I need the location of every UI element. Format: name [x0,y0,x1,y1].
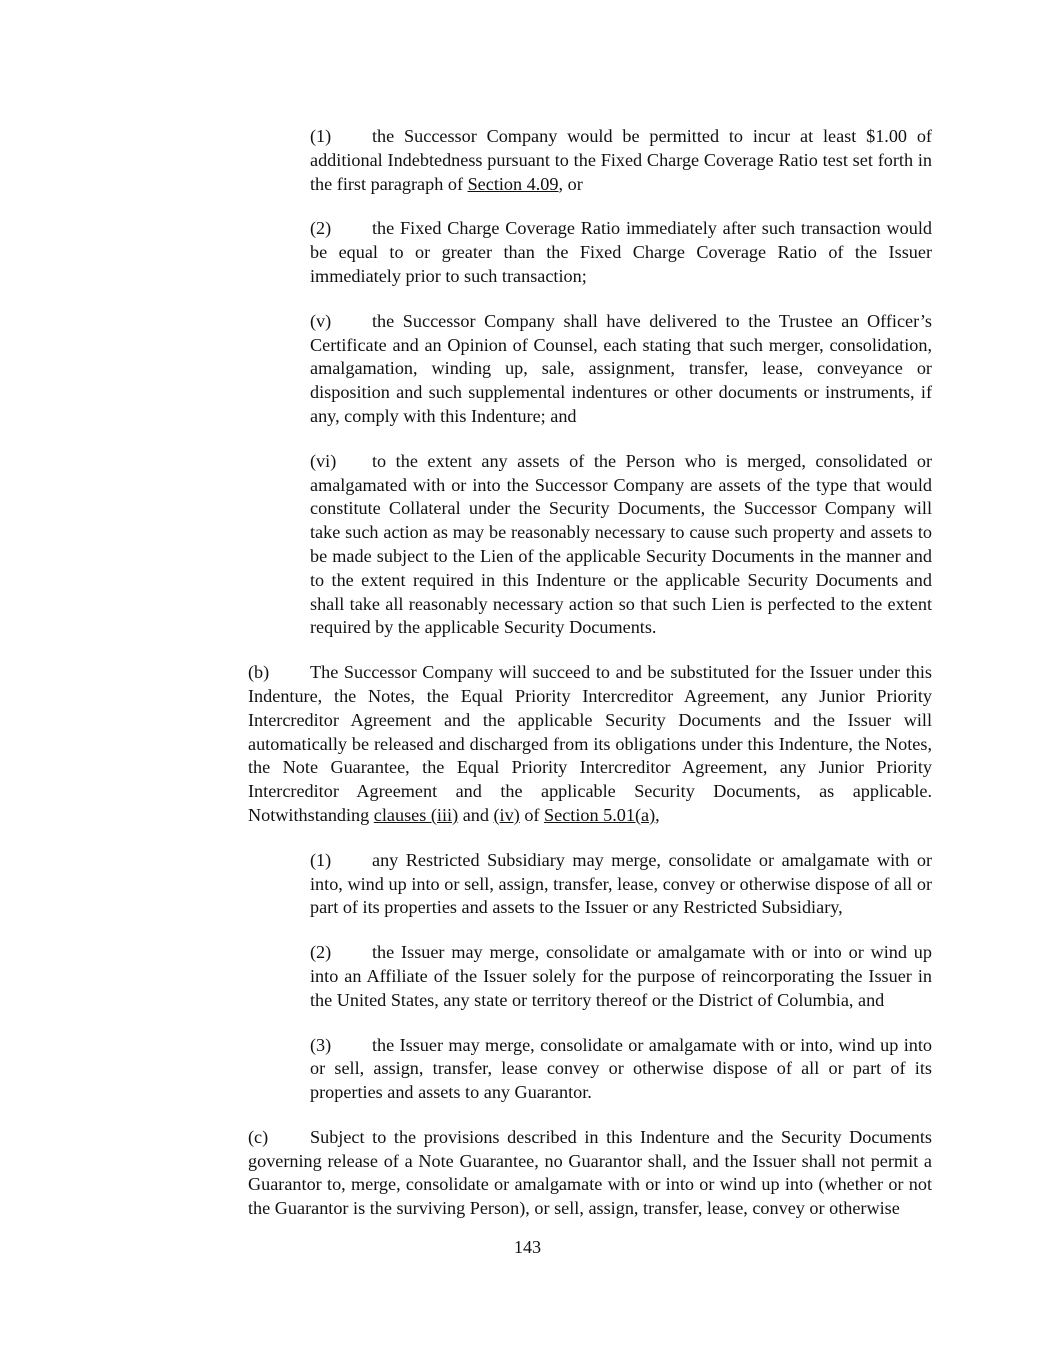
section-4-09-reference[interactable]: Section 4.09 [467,173,559,194]
clause-iv-reference[interactable]: (iv) [493,804,520,825]
paragraph-clause-b [124,661,932,828]
clause-number: (1) [310,126,332,146]
paragraph-clause-1 [124,125,932,196]
indented-block-vi [186,450,932,640]
clause-number: (vi) [310,450,337,471]
clause-text: the Successor Company would be permitted to incur at least $1.00 of additional Indebtedness pursuant to the Fixed Charge Coverage Ratio test set forth in the first paragraph of [310,126,932,194]
paragraph-clause-c [124,1126,932,1221]
clause-text-and: and [458,804,494,825]
clause-text: Subject to the provisions described in this Indenture and the Security Documents governing release of a Note Guarantee, no Guarantor shall, and the Issuer shall not permit a Guarantor to, merge, consolidate or amalgamate with or into or wind up into (whether or not the Guarantor is the surviving Person), or sell, assign, transfer, lease, convey or otherwise [248,1126,932,1219]
clause-number: (3) [310,1034,332,1055]
clause-text: the Issuer may merge, consolidate or amalgamate with or into, wind up into or sell, assign, transfer, lease convey or otherwise dispose of all or part of its properties and assets to any Guarantor. [310,1034,932,1103]
clause-text: The Successor Company will succeed to and be substituted for the Issuer under this Indenture, the Notes, the Equal Priority Intercreditor Agreement, any Junior Priority Intercreditor Agreement and the applicable Security Documents and the Issuer will automatically be released and discharged from its obligations under this Indenture, the Notes, the Note Guarantee, the Equal Priority Intercreditor Agreement, any Junior Priority Intercreditor Agreement and the applicable Security Documents, as applicable. Notwithstanding [248,662,932,825]
clause-number: (b) [248,662,270,683]
clause-number: (2) [310,942,332,963]
clause-text: to the extent any assets of the Person who is merged, consolidated or amalgamated with or into the Successor Company are assets of the type that would constitute Collateral under the Security Documents, the Successor Company will take such action as may be reasonably necessary to cause such property and assets to be made subject to the Lien of the applicable Security Documents in the manner and to the extent required in this Indenture or the applicable Security Documents and shall take all reasonably necessary action so that such Lien is perfected to the extent required by the applicable Security Documents. [310,450,932,638]
clause-number: (2) [310,218,332,239]
clause-text: the Fixed Charge Coverage Ratio immediately after such transaction would be equal to or greater than the Fixed Charge Coverage Ratio of the Issuer immediately prior to such transaction; [310,218,932,286]
paragraph-subclause-1 [124,849,932,920]
clause-text: the Successor Company shall have delivered to the Trustee an Officer’s Certificate and an Opinion of Counsel, each stating that such merger, consolidation, amalgamation, winding up, sale, assignment, transfer, lease, conveyance or disposition and such supplemental indentures or other documents or instruments, if any, comply with this Indenture; and [310,310,932,426]
clause-text: any Restricted Subsidiary may merge, consolidate or amalgamate with or into, wind up into or sell, assign, transfer, lease, convey or otherwise dispose of all or part of its properties and assets to the Issuer or any Restricted Subsidiary, [310,849,932,918]
clause-text-end: , [655,804,660,825]
clause-number: (c) [248,1126,269,1147]
clause-number: (v) [310,310,332,331]
paragraph-clause-v [186,310,932,429]
paragraph-subclause-2 [124,941,932,1012]
paragraph-subclause-3 [124,1034,932,1105]
section-5-01a-reference[interactable]: Section 5.01(a) [544,804,656,825]
page-number: 143 [513,1237,542,1257]
document-page [124,125,932,1221]
paragraph-clause-vi [186,450,932,640]
clause-text: the Issuer may merge, consolidate or amalgamate with or into or wind up into an Affiliate of the Issuer solely for the purpose of reincorporating the Issuer in the United States, any state or territory thereof or the District of Columbia, and [310,942,932,1010]
paragraph-clause-2 [124,217,932,288]
clause-text-end: , or [558,173,583,194]
clauses-iii-reference[interactable]: clauses (iii) [373,804,459,825]
clause-number: (1) [310,849,332,870]
indented-block-v [186,310,932,429]
clause-text-of: of [519,804,545,825]
